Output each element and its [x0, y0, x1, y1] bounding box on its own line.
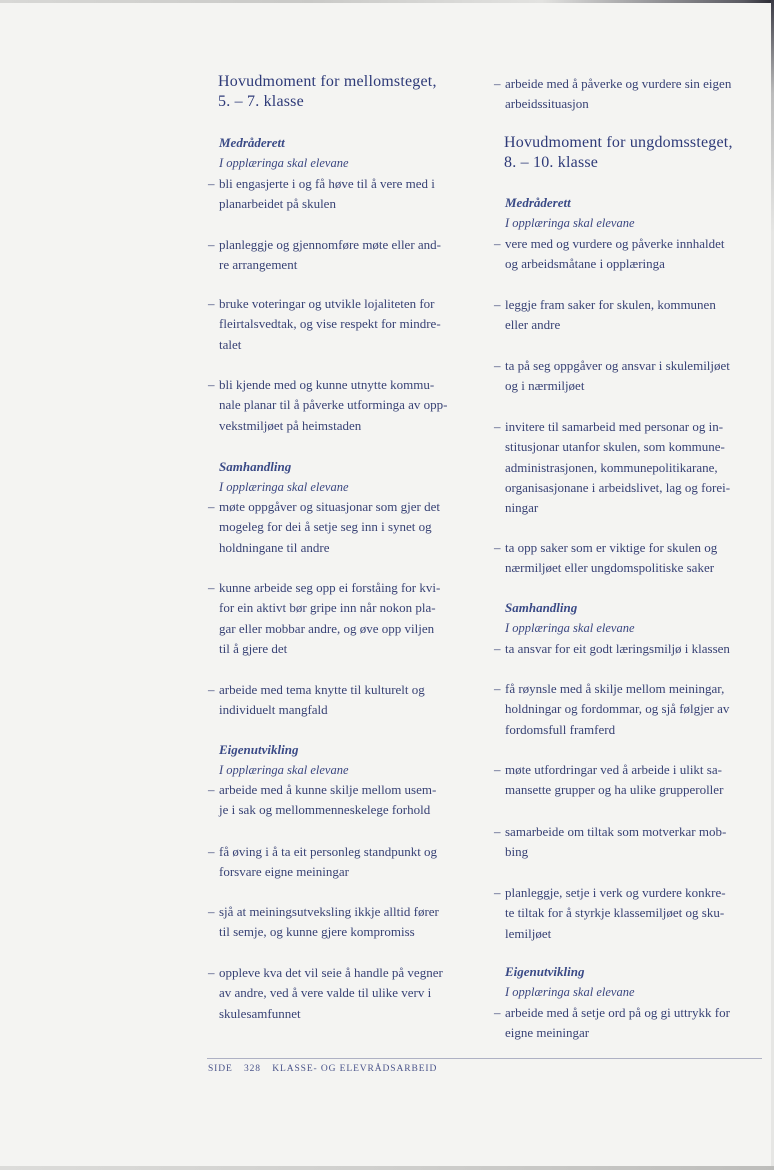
footer-rule	[207, 1058, 762, 1059]
item-line: re arrangement	[219, 257, 298, 273]
list-item-carryover	[494, 74, 731, 115]
item-line: nale planar til å påverke utforminga av opp-	[219, 397, 448, 413]
list-item	[494, 417, 730, 518]
item-line: bruke voteringar og utvikle lojaliteten for	[219, 296, 435, 311]
bullet-dash: –	[208, 580, 215, 595]
list-item	[494, 883, 726, 944]
section-heading: Eigenutvikling	[219, 742, 299, 757]
item-line: arbeide med tema knytte til kulturelt og	[219, 682, 425, 697]
item-line: mogeleg for dei å setje seg inn i synet og	[219, 519, 432, 535]
item-line: forsvare eigne meiningar	[219, 864, 349, 880]
item-line: arbeide med å påverke og vurdere sin eigen	[505, 76, 732, 91]
item-line: organisasjonane i arbeidslivet, lag og forei-	[505, 479, 731, 495]
list-item	[494, 679, 729, 740]
list-item	[208, 375, 448, 436]
item-line: eller andre	[505, 317, 561, 333]
bullet-dash: –	[494, 419, 501, 434]
item-line: møte oppgåver og situasjonar som gjer det	[219, 499, 440, 514]
item-line: individuelt mangfald	[219, 702, 328, 718]
bullet-dash: –	[208, 904, 215, 919]
item-line: bli kjende med og kunne utnytte kommu-	[219, 377, 435, 392]
page-footer	[208, 1064, 445, 1074]
item-line: få øving i å ta eit personleg standpunkt og	[219, 844, 438, 859]
section-subheading: I opplæringa skal elevane	[219, 480, 349, 494]
item-line: arbeidssituasjon	[505, 96, 589, 112]
bullet-dash: –	[494, 540, 501, 555]
list-item	[208, 174, 435, 215]
bullet-dash: –	[208, 296, 215, 311]
title-line: 5. – 7. klasse	[218, 93, 304, 110]
bullet-dash: –	[494, 358, 501, 373]
item-line: for ein aktivt bør gripe inn når nokon pla-	[219, 600, 436, 616]
left-column-title	[218, 72, 437, 112]
list-item	[208, 780, 436, 821]
section-subheading: I opplæringa skal elevane	[505, 985, 635, 999]
item-line: te tiltak for å styrkje klassemiljøet og sku-	[505, 905, 725, 921]
footer-page-number: 328	[244, 1064, 261, 1074]
section-subheading: I opplæringa skal elevane	[505, 621, 635, 635]
list-item	[494, 1003, 730, 1044]
title-line: 8. – 10. klasse	[504, 154, 599, 171]
list-item	[494, 760, 723, 801]
item-line: ta ansvar for eit godt læringsmiljø i klassen	[505, 641, 730, 656]
bullet-dash: –	[494, 885, 501, 900]
item-line: planleggje og gjennomføre møte eller and-	[219, 237, 442, 252]
list-item	[208, 578, 440, 659]
footer-chapter: KLASSE- OG ELEVRÅDSARBEID	[272, 1064, 438, 1074]
list-item	[208, 294, 441, 355]
list-item	[208, 235, 441, 276]
item-line: oppleve kva det vil seie å handle på vegner	[219, 965, 443, 980]
list-item	[494, 234, 724, 275]
item-line: og i nærmiljøet	[505, 378, 585, 394]
item-line: til semje, og kunne gjere kompromiss	[219, 924, 415, 940]
item-line: sjå at meiningsutveksling ikkje alltid fører	[219, 904, 439, 919]
item-line: nærmiljøet eller ungdomspolitiske saker	[505, 560, 715, 576]
item-line: holdningane til andre	[219, 539, 330, 555]
item-line: få røynsle med å skilje mellom meiningar,	[505, 681, 725, 696]
item-line: ta opp saker som er viktige for skulen og	[505, 540, 718, 555]
item-line: talet	[219, 336, 242, 352]
item-line: ta på seg oppgåver og ansvar i skulemiljøet	[505, 358, 730, 373]
bullet-dash: –	[494, 641, 501, 656]
item-line: og arbeidsmåtane i opplæringa	[505, 256, 665, 272]
item-line: til å gjere det	[219, 640, 288, 656]
item-line: kunne arbeide seg opp ei forståing for kvi-	[219, 580, 441, 595]
list-item	[208, 680, 425, 721]
section-heading: Eigenutvikling	[505, 964, 585, 979]
item-line: gar eller mobbar andre, og øve opp viljen	[219, 620, 435, 636]
list-item	[494, 538, 717, 579]
item-line: mansette grupper og ha ulike grupperoller	[505, 782, 724, 798]
scan-edge-bottom	[0, 1166, 774, 1170]
bullet-dash: –	[494, 681, 501, 696]
item-line: bing	[505, 844, 529, 860]
section-heading: Samhandling	[505, 600, 578, 615]
item-line: samarbeide om tiltak som motverkar mob-	[505, 824, 727, 839]
section-heading: Medråderett	[505, 195, 571, 210]
list-item	[208, 497, 440, 558]
list-item	[208, 902, 439, 943]
section-heading: Samhandling	[219, 459, 292, 474]
list-item	[494, 822, 726, 863]
bullet-dash: –	[494, 297, 501, 312]
bullet-dash: –	[208, 377, 215, 392]
list-item	[494, 639, 730, 659]
item-line: skulesamfunnet	[219, 1005, 301, 1021]
list-item	[208, 842, 437, 883]
bullet-dash: –	[208, 965, 215, 980]
item-line: fleirtalsvedtak, og vise respekt for mindre-	[219, 316, 441, 332]
item-line: administrasjonen, kommunepolitikarane,	[505, 459, 718, 475]
item-line: planleggje, setje i verk og vurdere konkre-	[505, 885, 726, 900]
bullet-dash: –	[494, 762, 501, 777]
title-line: Hovudmoment for mellomsteget,	[218, 73, 437, 90]
item-line: fordomsfull framferd	[505, 721, 616, 737]
item-line: invitere til samarbeid med personar og in-	[505, 419, 724, 434]
item-line: vekstmiljøet på heimstaden	[219, 417, 362, 433]
item-line: bli engasjerte i og få høve til å vere med i	[219, 176, 435, 191]
item-line: eigne meiningar	[505, 1025, 590, 1041]
item-line: arbeide med å setje ord på og gi uttrykk for	[505, 1005, 730, 1020]
section-subheading: I opplæringa skal elevane	[219, 156, 349, 170]
bullet-dash: –	[208, 499, 215, 514]
bullet-dash: –	[494, 1005, 501, 1020]
item-line: je i sak og mellommenneskelege forhold	[219, 802, 431, 818]
list-item	[494, 356, 730, 397]
item-line: leggje fram saker for skulen, kommunen	[505, 297, 716, 312]
bullet-dash: –	[208, 237, 215, 252]
item-line: møte utfordringar ved å arbeide i ulikt sa-	[505, 762, 722, 777]
list-item	[494, 295, 716, 336]
bullet-dash: –	[494, 76, 501, 91]
bullet-dash: –	[208, 176, 215, 191]
item-line: vere med og vurdere og påverke innhaldet	[505, 236, 725, 251]
item-line: holdningar og fordommar, og sjå følgjer av	[505, 701, 730, 717]
scan-edge-top	[0, 0, 774, 3]
bullet-dash: –	[208, 682, 215, 697]
item-line: stitusjonar utanfor skulen, som kommune-	[505, 439, 725, 455]
right-column-title	[504, 133, 733, 173]
bullet-dash: –	[494, 236, 501, 251]
item-line: arbeide med å kunne skilje mellom usem-	[219, 782, 437, 797]
list-item	[208, 963, 443, 1024]
section-subheading: I opplæringa skal elevane	[505, 216, 635, 230]
item-line: av andre, ved å vere valde til ulike verv i	[219, 985, 432, 1001]
bullet-dash: –	[494, 824, 501, 839]
bullet-dash: –	[208, 844, 215, 859]
item-line: ningar	[505, 500, 539, 516]
section-subheading: I opplæringa skal elevane	[219, 763, 349, 777]
item-line: lemiljøet	[505, 925, 552, 941]
section-heading: Medråderett	[219, 135, 285, 150]
footer-side-label: SIDE	[208, 1064, 233, 1074]
item-line: planarbeidet på skulen	[219, 196, 336, 212]
bullet-dash: –	[208, 782, 215, 797]
title-line: Hovudmoment for ungdomssteget,	[504, 134, 733, 151]
